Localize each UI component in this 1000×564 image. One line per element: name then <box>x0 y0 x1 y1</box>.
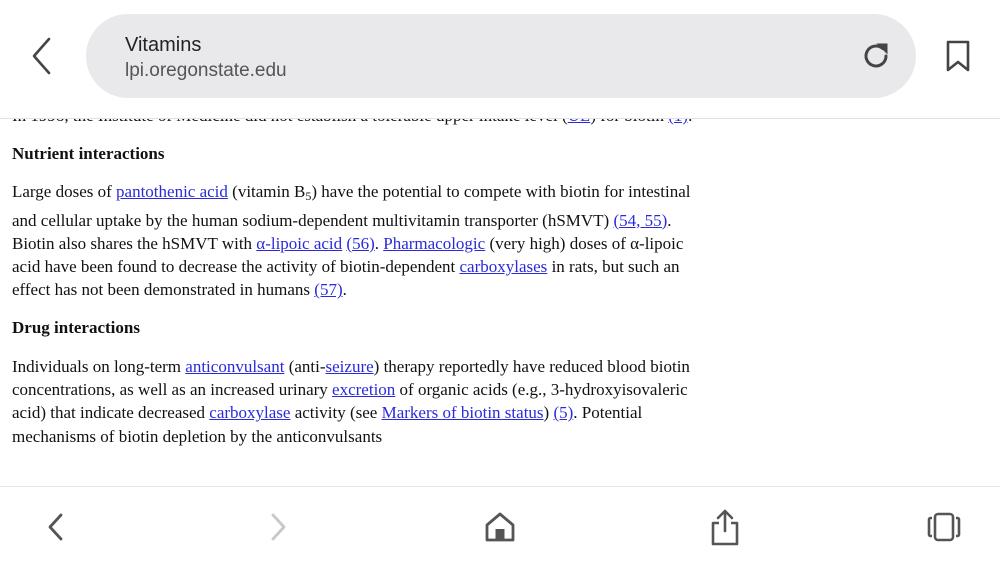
address-bar[interactable] <box>86 14 916 98</box>
link-alpha-lipoic-acid[interactable]: α-lipoic acid <box>256 233 343 253</box>
text-run: Individuals on long-term <box>12 356 186 376</box>
text-run: . Potential mechanisms of biotin depletion by the anticonvulsants <box>12 403 643 446</box>
link-ref-54-55[interactable]: (54, 55) <box>613 210 668 230</box>
text-run: Large doses of <box>12 182 117 202</box>
text-run: activity (see <box>290 403 382 423</box>
text-run: ) <box>543 403 554 423</box>
text-run: (vitamin B <box>227 182 306 202</box>
link-pharmacologic[interactable]: Pharmacologic <box>383 233 486 253</box>
top-divider <box>0 118 1000 119</box>
link-ref-5[interactable]: (5) <box>553 403 574 423</box>
tabs-button[interactable] <box>922 505 966 549</box>
reload-icon <box>860 40 892 72</box>
link-seizure[interactable]: seizure <box>325 356 374 376</box>
browser-top-bar <box>0 0 1000 118</box>
page-title: Vitamins <box>125 34 202 56</box>
chevron-left-icon <box>45 512 67 542</box>
text-run: . Biotin also shares the hSMVT with <box>12 210 672 253</box>
chevron-right-icon <box>267 512 289 542</box>
article-content <box>12 104 702 448</box>
subscript: 5 <box>305 189 312 204</box>
heading-drug-interactions: Drug interactions <box>12 317 140 337</box>
link-markers-of-biotin-status[interactable]: Markers of biotin status <box>381 403 544 423</box>
text-run: of organic acids (e.g., 3-hydroxyisovaleric acid) that indicate decreased <box>12 380 688 423</box>
link-anticonvulsant[interactable]: anticonvulsant <box>185 356 285 376</box>
nav-forward-button[interactable] <box>256 505 300 549</box>
page-url: lpi.oregonstate.edu <box>125 60 287 81</box>
text-run: (very high) doses of α-lipoic acid have been found to decrease the activity of biotin-dependent <box>12 233 684 277</box>
text-run: in rats, but such an effect has not been demonstrated in humans <box>12 257 680 300</box>
tabs-icon <box>926 510 962 544</box>
text-run: ) have the potential to compete with biotin for intestinal and cellular uptake by the human sodium-dependent multivitamin transporter (hSMVT) <box>12 182 691 230</box>
text-run: (anti- <box>284 356 326 376</box>
home-icon <box>483 510 517 544</box>
share-button[interactable] <box>703 505 747 549</box>
link-ref-57[interactable]: (57) <box>314 280 343 300</box>
home-button[interactable] <box>478 505 522 549</box>
heading-nutrient-interactions: Nutrient interactions <box>12 144 165 164</box>
share-icon <box>708 507 742 547</box>
link-excretion[interactable]: excretion <box>332 380 396 400</box>
bookmark-icon <box>945 39 971 73</box>
nutrient-paragraph <box>12 180 702 301</box>
text-run: ) therapy reportedly have reduced blood biotin concentrations, as well as an increased urinary <box>12 356 690 400</box>
browser-bottom-toolbar <box>0 486 1000 564</box>
bookmark-button[interactable] <box>940 36 976 76</box>
link-ref-56[interactable]: (56) <box>346 233 375 253</box>
text-run: . <box>342 280 347 300</box>
back-button[interactable] <box>24 34 60 78</box>
reload-button[interactable] <box>858 38 894 74</box>
text-run: . <box>374 233 384 253</box>
link-carboxylases[interactable]: carboxylases <box>459 257 548 277</box>
link-pantothenic-acid[interactable]: pantothenic acid <box>116 182 228 202</box>
nav-back-button[interactable] <box>34 505 78 549</box>
drug-paragraph <box>12 355 702 448</box>
chevron-left-icon <box>30 36 54 76</box>
link-carboxylase[interactable]: carboxylase <box>209 403 291 423</box>
